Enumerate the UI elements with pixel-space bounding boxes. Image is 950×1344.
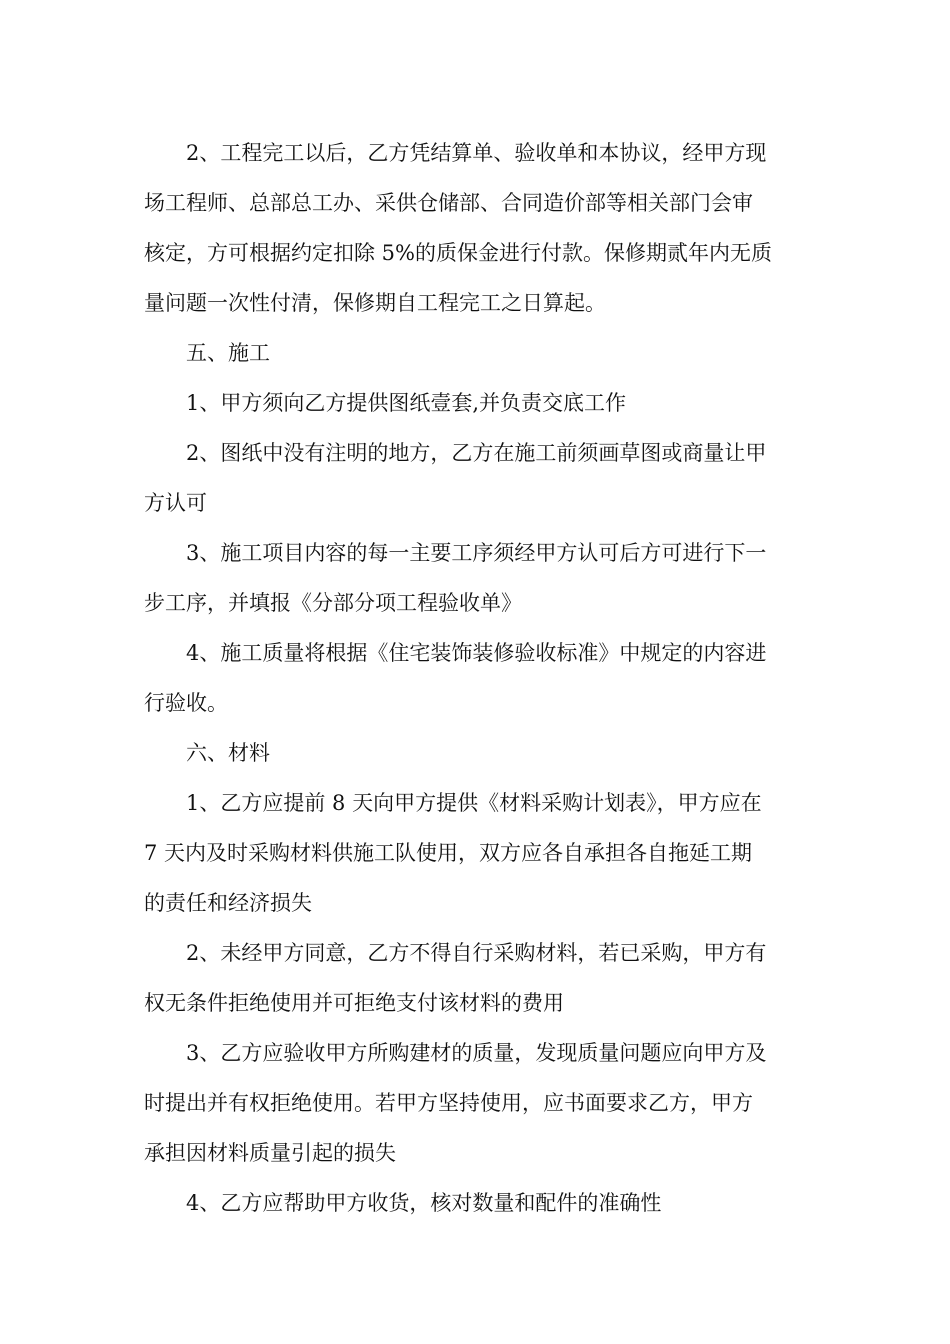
text-line: 1、乙方应提前 8 天向甲方提供《材料采购计划表》，甲方应在 — [186, 791, 762, 815]
paragraph-construction-4 — [144, 628, 809, 728]
text-line: 方认可 — [144, 491, 207, 515]
text-line: 4、施工质量将根据《住宅装饰装修验收标准》中规定的内容进 — [186, 641, 767, 665]
section-heading-construction — [144, 328, 809, 378]
text-line: 场工程师、总部总工办、采供仓储部、合同造价部等相关部门会审 — [144, 191, 753, 215]
text-line: 承担因材料质量引起的损失 — [144, 1141, 396, 1165]
paragraph-materials-2 — [144, 928, 809, 1028]
section-heading-materials — [144, 728, 809, 778]
text-line: 4、乙方应帮助甲方收货，核对数量和配件的准确性 — [186, 1191, 662, 1215]
text-line: 量问题一次性付清，保修期自工程完工之日算起。 — [144, 291, 606, 315]
text-line: 3、乙方应验收甲方所购建材的质量，发现质量问题应向甲方及 — [186, 1041, 767, 1065]
text-line: 的责任和经济损失 — [144, 891, 312, 915]
paragraph-materials-3 — [144, 1028, 809, 1178]
paragraph-construction-3 — [144, 528, 809, 628]
text-line: 时提出并有权拒绝使用。若甲方坚持使用，应书面要求乙方，甲方 — [144, 1091, 753, 1115]
document-body — [144, 128, 809, 1228]
paragraph-completion-payment — [144, 128, 809, 328]
text-line: 行验收。 — [144, 691, 228, 715]
paragraph-materials-1 — [144, 778, 809, 928]
text-line: 7 天内及时采购材料供施工队使用，双方应各自承担各自拖延工期 — [144, 841, 753, 865]
paragraph-construction-2 — [144, 428, 809, 528]
text-line: 1、甲方须向乙方提供图纸壹套,并负责交底工作 — [186, 391, 627, 415]
text-line: 2、图纸中没有注明的地方，乙方在施工前须画草图或商量让甲 — [186, 441, 767, 465]
text-line: 核定，方可根据约定扣除 5%的质保金进行付款。保修期贰年内无质 — [144, 241, 772, 265]
text-line: 3、施工项目内容的每一主要工序须经甲方认可后方可进行下一 — [186, 541, 767, 565]
paragraph-materials-4 — [144, 1178, 809, 1228]
section-heading: 五、施工 — [186, 341, 270, 365]
text-line: 步工序，并填报《分部分项工程验收单》 — [144, 591, 522, 615]
text-line: 2、工程完工以后，乙方凭结算单、验收单和本协议，经甲方现 — [186, 141, 767, 165]
section-heading: 六、材料 — [186, 741, 270, 765]
text-line: 2、未经甲方同意，乙方不得自行采购材料，若已采购，甲方有 — [186, 941, 767, 965]
text-line: 权无条件拒绝使用并可拒绝支付该材料的费用 — [144, 991, 564, 1015]
paragraph-construction-1 — [144, 378, 809, 428]
